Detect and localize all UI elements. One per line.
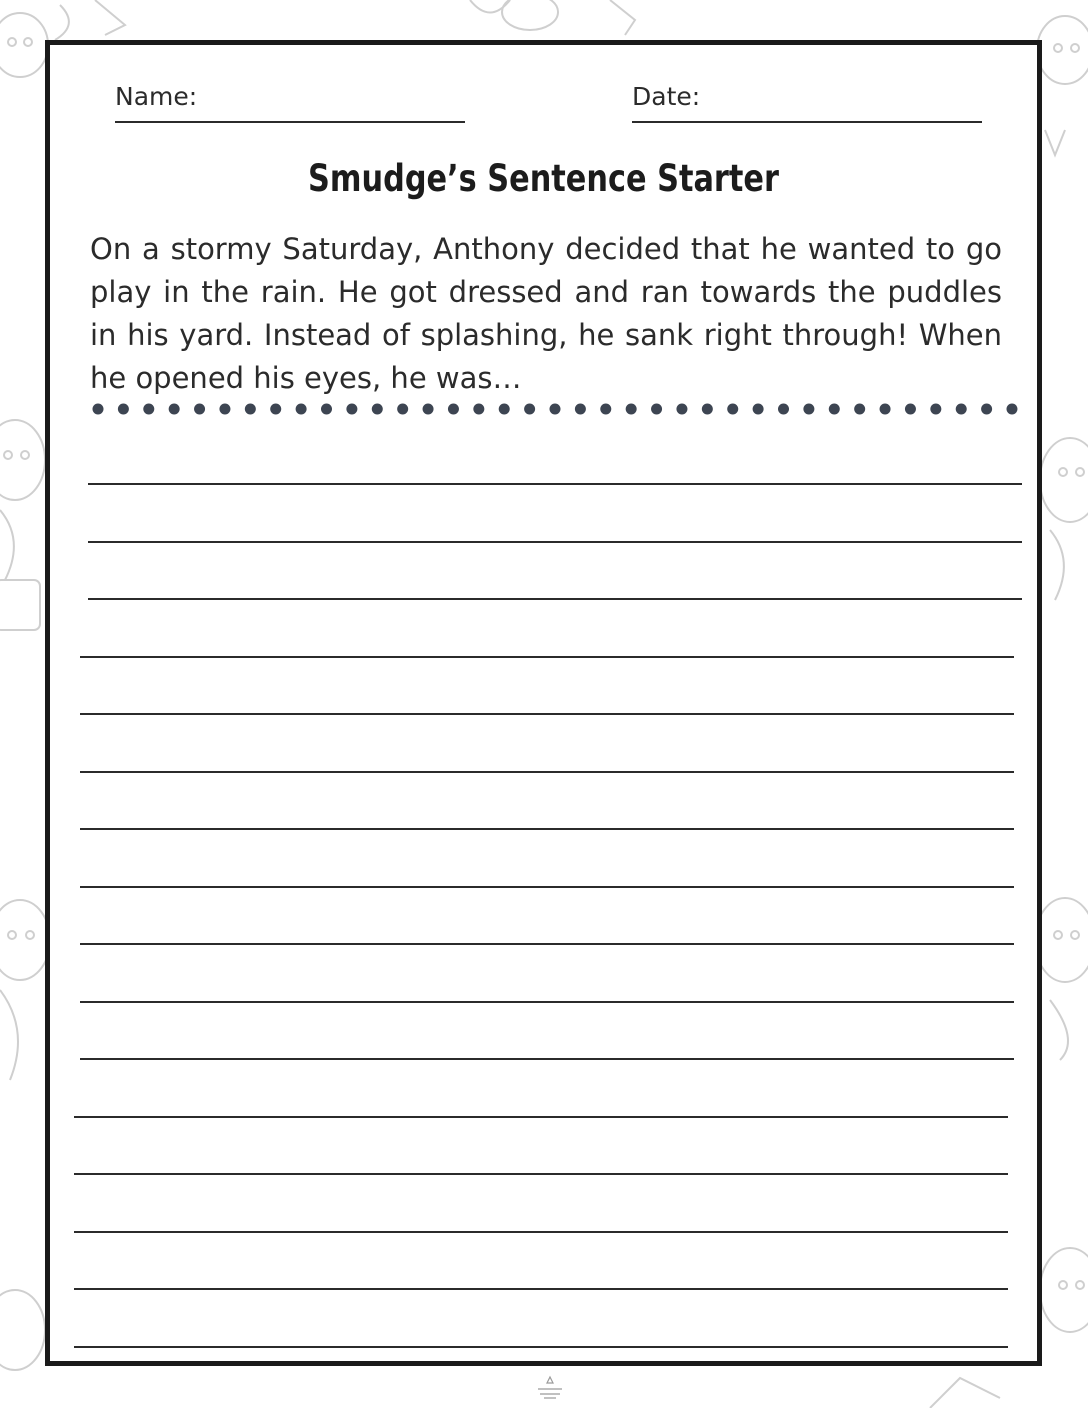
separator-dot	[600, 404, 611, 415]
writing-line[interactable]	[74, 1231, 1008, 1233]
writing-line[interactable]	[80, 713, 1014, 715]
writing-line[interactable]	[74, 1173, 1008, 1175]
writing-line[interactable]	[80, 771, 1014, 773]
separator-dot	[245, 404, 256, 415]
writing-line[interactable]	[80, 1058, 1014, 1060]
separator-dot	[930, 404, 941, 415]
separator-dot	[296, 404, 307, 415]
separator-dot	[626, 404, 637, 415]
writing-line[interactable]	[80, 1001, 1014, 1003]
writing-line[interactable]	[74, 1116, 1008, 1118]
separator-dot	[753, 404, 764, 415]
story-prompt: On a stormy Saturday, Anthony decided that he wanted to go play in the rain. He got dressed and ran towards the puddles in his yard. Instead of splashing, he sank right through! When he opened his eyes, he was…	[90, 232, 1002, 395]
separator-dot	[981, 404, 992, 415]
separator-dot	[550, 404, 561, 415]
separator-dot	[803, 404, 814, 415]
separator-dot	[448, 404, 459, 415]
writing-line[interactable]	[80, 828, 1014, 830]
separator-dot	[880, 404, 891, 415]
separator-dot	[93, 404, 104, 415]
writing-line[interactable]	[74, 1288, 1008, 1290]
separator-dot	[194, 404, 205, 415]
separator-dot	[499, 404, 510, 415]
separator-dot	[829, 404, 840, 415]
writing-line[interactable]	[80, 943, 1014, 945]
separator-dot	[1007, 404, 1018, 415]
writing-line[interactable]	[88, 598, 1022, 600]
writing-line[interactable]	[88, 483, 1022, 485]
separator-dot	[956, 404, 967, 415]
writing-line[interactable]	[88, 541, 1022, 543]
separator-dot	[905, 404, 916, 415]
page-title: Smudge’s Sentence Starter	[308, 157, 779, 200]
writing-line[interactable]	[80, 886, 1014, 888]
separator-dot	[423, 404, 434, 415]
worksheet-frame	[45, 40, 1042, 1366]
separator-dot	[143, 404, 154, 415]
writing-line[interactable]	[80, 656, 1014, 658]
separator-dot	[397, 404, 408, 415]
separator-dot	[702, 404, 713, 415]
separator-dot	[473, 404, 484, 415]
separator-dot	[118, 404, 129, 415]
separator-dot	[321, 404, 332, 415]
date-label: Date:	[632, 82, 701, 111]
name-field-line[interactable]	[115, 121, 465, 123]
separator-dot	[169, 404, 180, 415]
separator-dot	[524, 404, 535, 415]
separator-dot	[270, 404, 281, 415]
dotted-separator	[90, 397, 1020, 421]
brand-logo-icon	[530, 1375, 570, 1401]
name-label: Name:	[115, 82, 198, 111]
separator-dot	[676, 404, 687, 415]
separator-dot	[727, 404, 738, 415]
writing-line[interactable]	[74, 1346, 1008, 1348]
separator-dot	[778, 404, 789, 415]
separator-dot	[372, 404, 383, 415]
separator-dot	[651, 404, 662, 415]
separator-dot	[346, 404, 357, 415]
separator-dot	[575, 404, 586, 415]
separator-dot	[219, 404, 230, 415]
date-field-line[interactable]	[632, 121, 982, 123]
separator-dot	[854, 404, 865, 415]
